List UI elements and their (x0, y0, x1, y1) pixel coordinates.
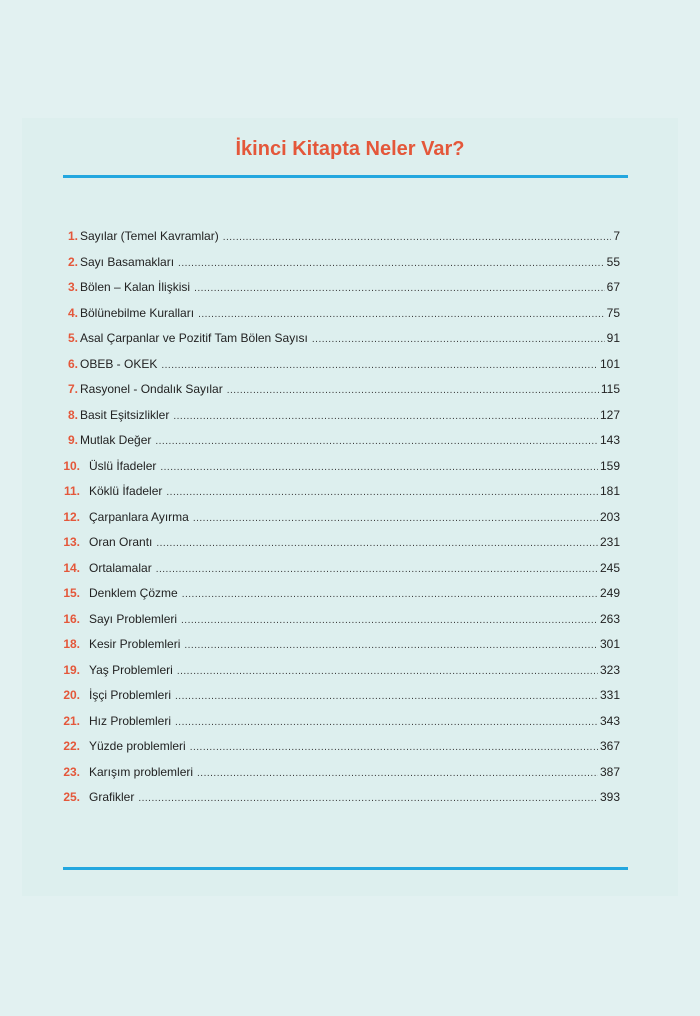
toc-entry-page: 245 (599, 560, 620, 575)
dot-leader (190, 742, 598, 753)
dot-leader (178, 258, 605, 269)
toc-entry[interactable] (56, 612, 620, 638)
toc-entry-page: 55 (606, 254, 620, 269)
toc-entry-page: 115 (600, 382, 620, 396)
top-divider (63, 175, 628, 178)
dot-leader (223, 232, 612, 243)
dot-leader (177, 666, 598, 677)
toc-entry-number: 8. (67, 407, 78, 422)
toc-entry-page: 323 (599, 662, 620, 677)
toc-entry-title: Üslü İfadeler (89, 458, 157, 473)
toc-entry[interactable] (56, 306, 620, 332)
dot-leader (175, 717, 598, 728)
dot-leader (181, 615, 598, 626)
toc-entry[interactable] (56, 229, 620, 255)
toc-entry-page: 393 (599, 790, 620, 804)
toc-entry[interactable] (56, 331, 620, 357)
toc-entry[interactable] (56, 663, 620, 689)
toc-entry[interactable] (56, 510, 620, 536)
bottom-divider (63, 867, 628, 870)
toc-entry-title: Asal Çarpanlar ve Pozitif Tam Bölen Sayısı (80, 331, 308, 345)
toc-entry-title: Bölen – Kalan İlişkisi (80, 280, 191, 294)
toc-entry-number: 6. (67, 356, 78, 371)
toc-entry-title: Kesir Problemleri (89, 637, 181, 651)
dot-leader (197, 768, 598, 779)
toc-entry[interactable] (56, 637, 620, 663)
toc-entry-page: 143 (599, 433, 620, 447)
toc-entry[interactable] (56, 408, 620, 434)
dot-leader (227, 385, 599, 396)
dot-leader (198, 309, 605, 320)
toc-entry[interactable] (56, 280, 620, 306)
toc-entry-number: 4. (67, 305, 78, 320)
toc-entry-number: 21. (63, 713, 80, 728)
dot-leader (160, 462, 598, 473)
toc-entry-number: 7. (67, 382, 78, 396)
toc-entry-page: 343 (599, 713, 620, 728)
toc-entry-number: 22. (63, 739, 80, 753)
toc-entry-title: OBEB - OKEK (80, 356, 158, 371)
toc-entry-page: 331 (599, 688, 620, 702)
toc-entry-title: İşçi Problemleri (89, 688, 172, 702)
toc-entry-page: 75 (606, 305, 620, 320)
dot-leader (156, 538, 598, 549)
toc-entry[interactable] (56, 586, 620, 612)
toc-entry-page: 159 (599, 458, 620, 473)
dot-leader (184, 640, 598, 651)
toc-entry[interactable] (56, 739, 620, 765)
toc-entry-title: Köklü İfadeler (89, 484, 163, 498)
page-title: İkinci Kitapta Neler Var? (235, 138, 465, 160)
dot-leader (156, 564, 598, 575)
toc-entry-number: 10. (63, 458, 80, 473)
toc-entry-page: 387 (599, 764, 620, 779)
toc-entry[interactable] (56, 357, 620, 383)
toc-entry-number: 23. (63, 764, 80, 779)
toc-entry[interactable] (56, 561, 620, 587)
dot-leader (155, 436, 598, 447)
toc-entry-number: 12. (63, 509, 80, 524)
toc-entry-page: 301 (599, 637, 620, 651)
toc-entry[interactable] (56, 790, 620, 816)
toc-entry[interactable] (56, 433, 620, 459)
toc-entry-page: 249 (599, 586, 620, 600)
toc-entry[interactable] (56, 535, 620, 561)
toc-entry-number: 19. (63, 662, 80, 677)
table-of-contents (56, 229, 620, 816)
toc-entry-page: 367 (599, 739, 620, 753)
toc-entry-number: 18. (63, 637, 80, 651)
toc-entry-page: 91 (606, 331, 620, 345)
toc-entry-number: 15. (63, 586, 80, 600)
toc-entry-title: Basit Eşitsizlikler (80, 407, 170, 422)
toc-entry[interactable] (56, 484, 620, 510)
toc-entry-number: 14. (63, 560, 80, 575)
toc-entry-title: Grafikler (89, 790, 135, 804)
dot-leader (194, 283, 605, 294)
toc-entry-page: 203 (599, 509, 620, 524)
toc-entry-title: Oran Orantı (89, 535, 153, 549)
toc-entry-title: Çarpanlara Ayırma (89, 509, 189, 524)
toc-entry-page: 263 (599, 611, 620, 626)
toc-entry-number: 9. (67, 433, 78, 447)
toc-entry-title: Ortalamalar (89, 560, 152, 575)
dot-leader (138, 793, 598, 804)
toc-entry-title: Hız Problemleri (89, 713, 172, 728)
toc-entry[interactable] (56, 382, 620, 408)
toc-entry-number: 5. (67, 331, 78, 345)
toc-entry-number: 16. (63, 611, 80, 626)
toc-entry-page: 101 (599, 356, 620, 371)
toc-entry-number: 13. (63, 535, 80, 549)
dot-leader (193, 513, 598, 524)
toc-entry-number: 3. (67, 280, 78, 294)
toc-entry-title: Karışım problemleri (89, 764, 194, 779)
toc-entry-number: 1. (67, 229, 78, 243)
toc-entry-title: Denklem Çözme (89, 586, 178, 600)
toc-entry-title: Sayı Basamakları (80, 254, 175, 269)
toc-entry[interactable] (56, 255, 620, 281)
toc-entry[interactable] (56, 765, 620, 791)
toc-entry-title: Sayılar (Temel Kavramlar) (80, 229, 219, 243)
toc-entry-page: 67 (606, 280, 620, 294)
dot-leader (166, 487, 598, 498)
toc-entry-title: Rasyonel - Ondalık Sayılar (80, 382, 223, 396)
toc-entry-page: 127 (599, 407, 620, 422)
toc-entry-title: Yüzde problemleri (89, 739, 186, 753)
toc-entry-number: 20. (63, 688, 80, 702)
toc-entry-page: 7 (613, 229, 620, 243)
dot-leader (173, 411, 598, 422)
toc-entry[interactable] (56, 459, 620, 485)
toc-entry-number: 2. (67, 254, 78, 269)
dot-leader (182, 589, 598, 600)
toc-entry[interactable] (56, 714, 620, 740)
dot-leader (312, 334, 605, 345)
toc-entry-number: 25. (63, 790, 80, 804)
toc-entry-page: 181 (599, 484, 620, 498)
toc-entry-title: Bölünebilme Kuralları (80, 305, 195, 320)
dot-leader (161, 360, 598, 371)
toc-entry-title: Sayı Problemleri (89, 611, 178, 626)
toc-entry-number: 11. (63, 484, 80, 498)
toc-entry-title: Mutlak Değer (80, 433, 152, 447)
toc-entry-title: Yaş Problemleri (89, 662, 173, 677)
toc-entry-page: 231 (599, 535, 620, 549)
dot-leader (175, 691, 598, 702)
toc-entry[interactable] (56, 688, 620, 714)
